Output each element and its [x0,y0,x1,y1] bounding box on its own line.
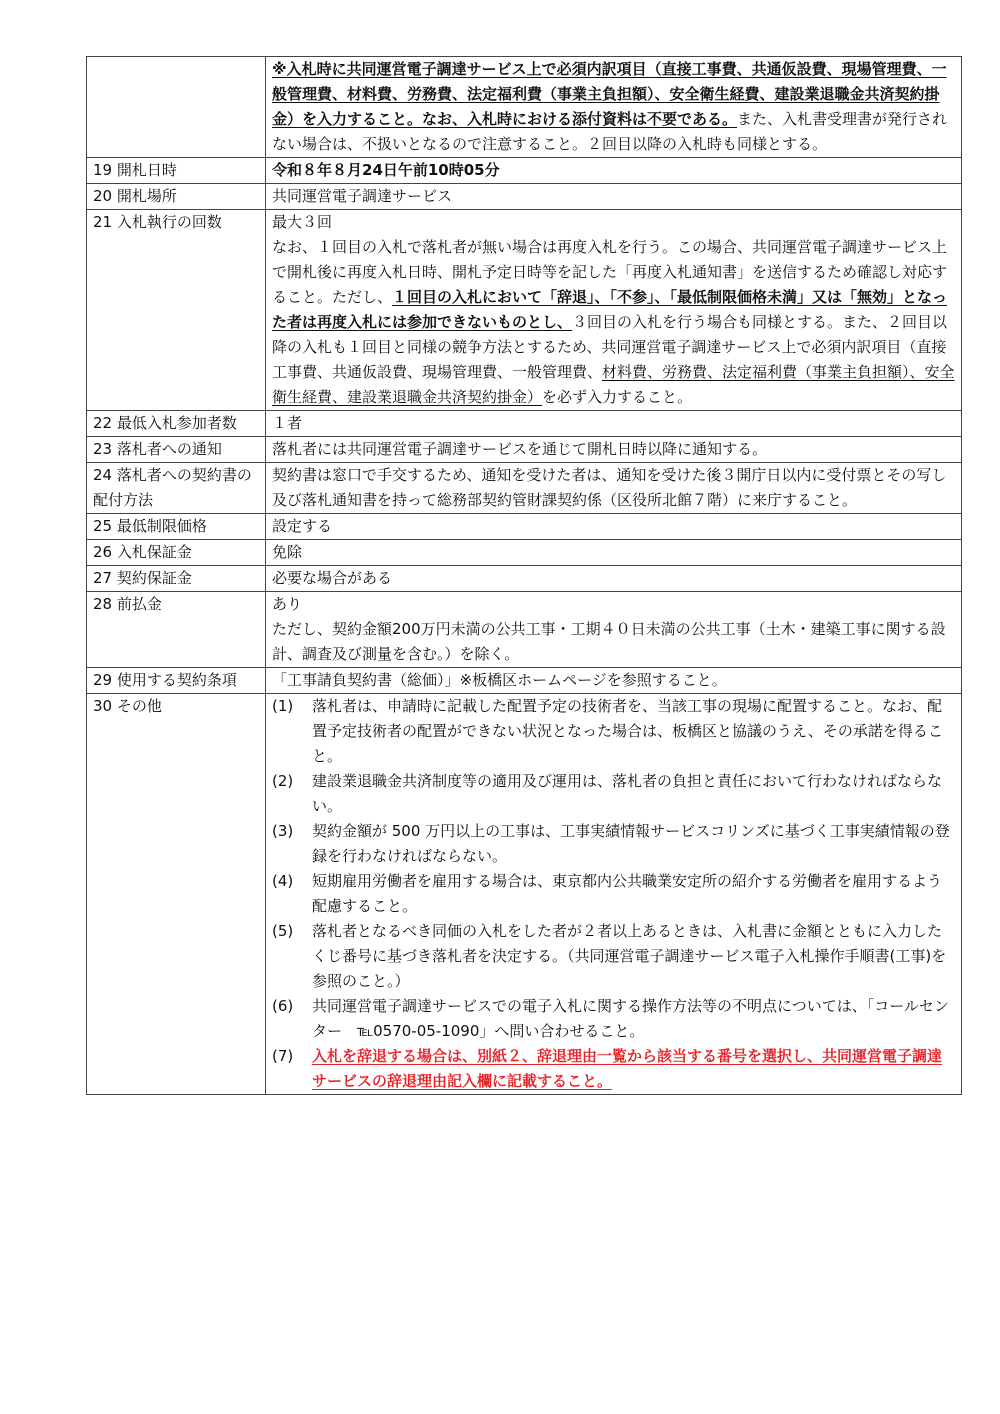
item-text: 落札者は、申請時に記載した配置予定の技術者を、当該工事の現場に配置すること。なお、配置予定技術者の配置ができない状況となった場合は、板橋区と協議のうえ、その承諾を得ること。 [312,697,943,765]
value-text: 免除 [272,543,303,561]
row-value [266,463,962,514]
row-value [266,566,962,592]
value-text: 最大３回 [272,213,333,231]
list-item [272,819,955,869]
value-text: 必要な場合がある [272,569,393,587]
table-row [87,463,962,514]
row-label: 28 前払金 [87,592,266,668]
item-number: (2) [272,772,294,790]
item-text: 入札を辞退する場合は、別紙２、辞退理由一覧から該当する番号を選択し、共同運営電子調達サービスの辞退理由記入欄に記載すること。 [312,1047,943,1090]
value-text: あり [272,595,303,613]
value-text: １回目の入札において「辞退」、「不参」、「最低制限価格未満」又は「無効」となった者は再度入札には参加できないものとし、 [272,288,948,331]
table-row [87,668,962,694]
table-row [87,411,962,437]
table-row [87,437,962,463]
row-value [266,158,962,184]
value-text: 共同運営電子調達サービス [272,187,453,205]
table-row [87,57,962,158]
value-text: 契約書は窓口で手交するため、通知を受けた者は、通知を受けた後３開庁日以内に受付票とその写し及び落札通知書を持って総務部契約管財課契約係（区役所北館７階）に来庁すること。 [272,466,947,509]
bid-conditions-table [86,56,962,1095]
row-label: 22 最低入札参加者数 [87,411,266,437]
list-item [272,769,955,819]
table-row [87,694,962,1095]
value-text: なお、１回目の入札で落札者が無い場合は再度入札を行う。この場合、共同運営電子調達サービス上で開札後に再度入札日時、開札予定日時等を記した「再度入札通知書」を送信するため確認し対応すること。ただし、 [272,238,948,306]
item-number: (7) [272,1047,294,1065]
row-label: 21 入札執行の回数 [87,210,266,411]
row-label: 25 最低制限価格 [87,514,266,540]
value-text: １者 [272,414,303,432]
notes-list [272,694,955,1094]
row-value [266,540,962,566]
row-label [87,57,266,158]
row-label: 27 契約保証金 [87,566,266,592]
value-text: を必ず入力すること。 [542,388,693,406]
item-text: 契約金額が 500 万円以上の工事は、工事実績情報サービスコリンズに基づく工事実績情報の登録を行わなければならない。 [312,822,950,865]
table-row [87,158,962,184]
list-item [272,919,955,994]
row-value [266,694,962,1095]
row-value [266,184,962,210]
item-text: 共同運営電子調達サービスでの電子入札に関する操作方法等の不明点については、「コールセンター ℡0570-05-1090」へ問い合わせること。 [312,997,949,1040]
value-text: 材料費、労務費、法定福利費（事業主負担額）、安全衛生経費、建設業退職金共済契約掛金） [272,363,955,406]
table-body [87,57,962,1095]
row-label: 20 開札場所 [87,184,266,210]
table-row [87,592,962,668]
item-text: 落札者となるべき同価の入札をした者が２者以上あるときは、入札書に金額とともに入力したくじ番号に基づき落札者を決定する。（共同運営電子調達サービス電子入札操作手順書(工事)を参照のこと。） [312,922,947,990]
row-value [266,437,962,463]
row-label: 30 その他 [87,694,266,1095]
table-row [87,210,962,411]
value-text: 令和８年８月24日午前10時05分 [272,161,500,179]
table-row [87,184,962,210]
table-row [87,514,962,540]
row-label: 19 開札日時 [87,158,266,184]
value-text: ただし、契約金額200万円未満の公共工事・工期４０日未満の公共工事（土木・建築工事に関する設計、調査及び測量を含む。）を除く。 [272,620,946,663]
item-text: 建設業退職金共済制度等の適用及び運用は、落札者の負担と責任において行わなければならない。 [312,772,943,815]
table-row [87,540,962,566]
row-value [266,210,962,411]
row-value [266,57,962,158]
row-label: 26 入札保証金 [87,540,266,566]
value-text: ※入札時に共同運営電子調達サービス上で必須内訳項目（直接工事費、共通仮設費、現場管理費、一般管理費、材料費、労務費、法定福利費（事業主負担額）、安全衛生経費、建設業退職金共済契約掛金）を入力すること。なお、入札時における添付資料は不要である。 [272,60,947,128]
row-value [266,592,962,668]
list-item [272,869,955,919]
item-number: (6) [272,997,294,1015]
value-text: 落札者には共同運営電子調達サービスを通じて開札日時以降に通知する。 [272,440,768,458]
row-label: 29 使用する契約条項 [87,668,266,694]
row-value [266,514,962,540]
item-number: (4) [272,872,294,890]
list-item [272,1044,955,1094]
item-number: (3) [272,822,294,840]
item-number: (5) [272,922,294,940]
list-item [272,994,955,1044]
row-label: 23 落札者への通知 [87,437,266,463]
value-text: ３回目の入札を行う場合も同様とする。また、２回目以降の入札も１回目と同様の競争方法とするため、共同運営電子調達サービス上で必須内訳項目（直接工事費、共通仮設費、現場管理費、一般管理費、 [272,313,948,381]
table-row [87,566,962,592]
value-text: 設定する [272,517,333,535]
row-label: 24 落札者への契約書の配付方法 [87,463,266,514]
value-text: また、入札書受理書が発行されない場合は、不扱いとなるので注意すること。２回目以降の入札時も同様とする。 [272,110,948,153]
list-item [272,694,955,769]
item-number: (1) [272,697,294,715]
item-text: 短期雇用労働者を雇用する場合は、東京都内公共職業安定所の紹介する労働者を雇用するよう配慮すること。 [312,872,943,915]
row-value [266,411,962,437]
value-text: 「工事請負契約書（総価）」※板橋区ホームページを参照すること。 [272,671,727,689]
row-value [266,668,962,694]
